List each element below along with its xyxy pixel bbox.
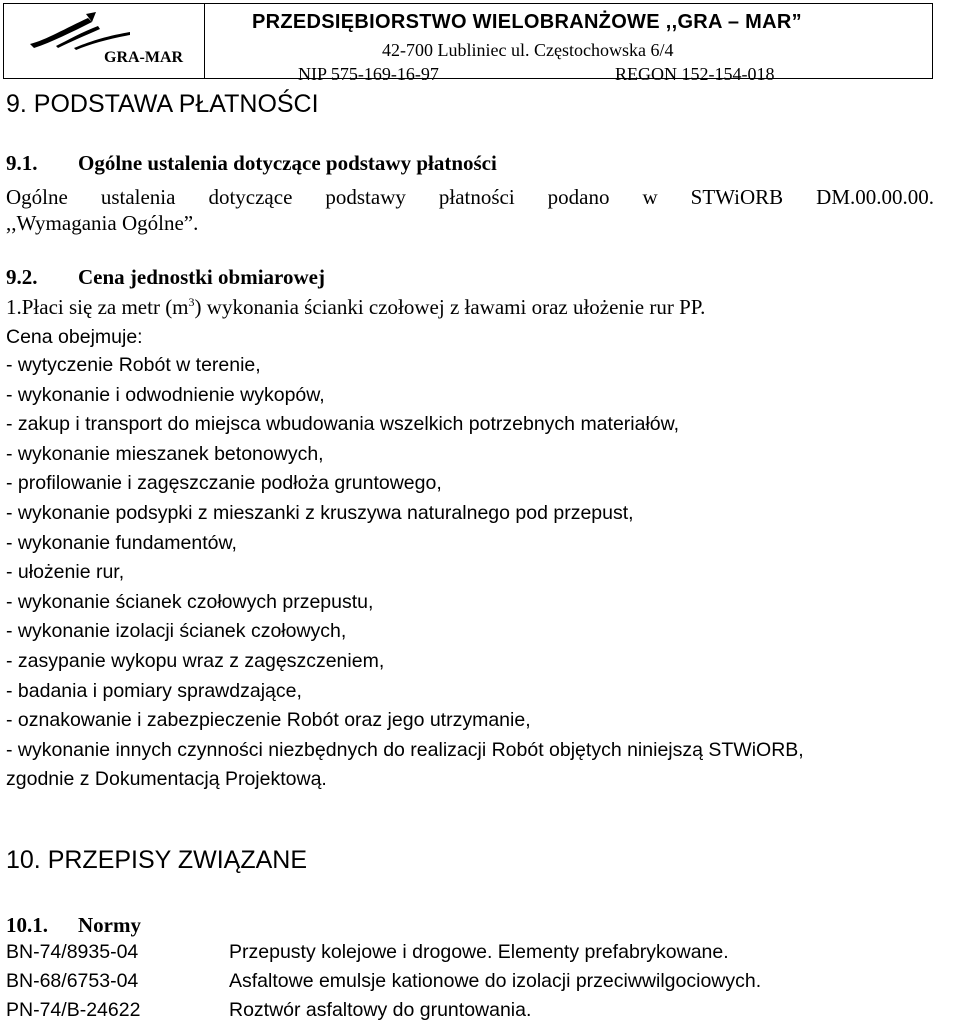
list-item: - wykonanie podsypki z mieszanki z kruszywa naturalnego pod przepust, [6,501,634,524]
price-includes-list [6,351,804,795]
norm-description: Asfaltowe emulsje kationowe do izolacji przeciwwilgociowych. [229,970,762,992]
list-item: - ułożenie rur, [6,561,125,584]
company-name: PRZEDSIĘBIORSTWO WIELOBRANŻOWE ,,GRA – MAR” [252,11,802,33]
company-address: 42-700 Lubliniec ul. Częstochowska 6/4 [382,40,674,60]
section-9-1-paragraph-line1: Ogólne ustalenia dotyczące podstawy płatności podano w STWiORB DM.00.00.00. [6,185,934,209]
section-9-2-title: Cena jednostki obmiarowej [78,265,325,289]
section-9-heading: 9. PODSTAWA PŁATNOŚCI [6,90,319,118]
company-logo-icon [26,10,136,50]
section-10-1-number: 10.1. [6,913,48,937]
list-item: - profilowanie i zagęszczanie podłoża gruntowego, [6,472,442,495]
section-10-heading: 10. PRZEPISY ZWIĄZANE [6,846,308,874]
list-item: - wykonanie i odwodnienie wykopów, [6,383,325,406]
list-item: - wykonanie fundamentów, [6,531,237,554]
price-includes-label: Cena obejmuje: [6,326,143,348]
list-item: - wytyczenie Robót w terenie, [6,354,261,376]
section-9-1-paragraph-line2: ,,Wymagania Ogólne”. [6,211,199,235]
list-item: - zakup i transport do miejsca wbudowania wszelkich potrzebnych materiałów, [6,413,680,436]
section-10-1-title: Normy [78,913,141,937]
payment-basis-line [6,295,705,320]
norm-code: BN-74/8935-04 [6,941,139,963]
payment-basis-suffix: ) wykonania ścianki czołowej z ławami oraz ułożenie rur PP. [194,295,706,319]
payment-basis-prefix: 1.Płaci się za metr (m [6,295,189,319]
list-item: - wykonanie innych czynności niezbędnych do realizacji Robót objętych niniejszą STWiORB, [6,738,804,761]
section-9-1-number: 9.1. [6,151,38,175]
logo-text: GRA-MAR [104,49,184,66]
norm-description: Roztwór asfaltowy do gruntowania. [229,999,532,1021]
norm-code: PN-74/B-24622 [6,999,141,1021]
list-item: - wykonanie izolacji ścianek czołowych, [6,620,347,643]
company-regon: REGON 152-154-018 [615,64,775,84]
section-9-2-number: 9.2. [6,265,38,289]
list-item: - wykonanie ścianek czołowych przepustu, [6,590,374,613]
section-9-1-title: Ogólne ustalenia dotyczące podstawy płatności [78,151,497,175]
payment-basis-superscript: 3 [188,295,195,309]
list-item: - zasypanie wykopu wraz z zagęszczeniem, [6,649,385,672]
list-item: - wykonanie mieszanek betonowych, [6,442,324,465]
list-item: - oznakowanie i zabezpieczenie Robót oraz jego utrzymanie, [6,709,531,732]
norm-description: Przepusty kolejowe i drogowe. Elementy prefabrykowane. [229,941,729,963]
list-item: zgodnie z Dokumentacją Projektową. [6,768,327,791]
norm-code: BN-68/6753-04 [6,970,139,992]
list-item: - badania i pomiary sprawdzające, [6,679,302,702]
company-nip: NIP 575-169-16-97 [298,64,439,84]
letterhead-divider [204,4,205,78]
letterhead [3,3,933,84]
